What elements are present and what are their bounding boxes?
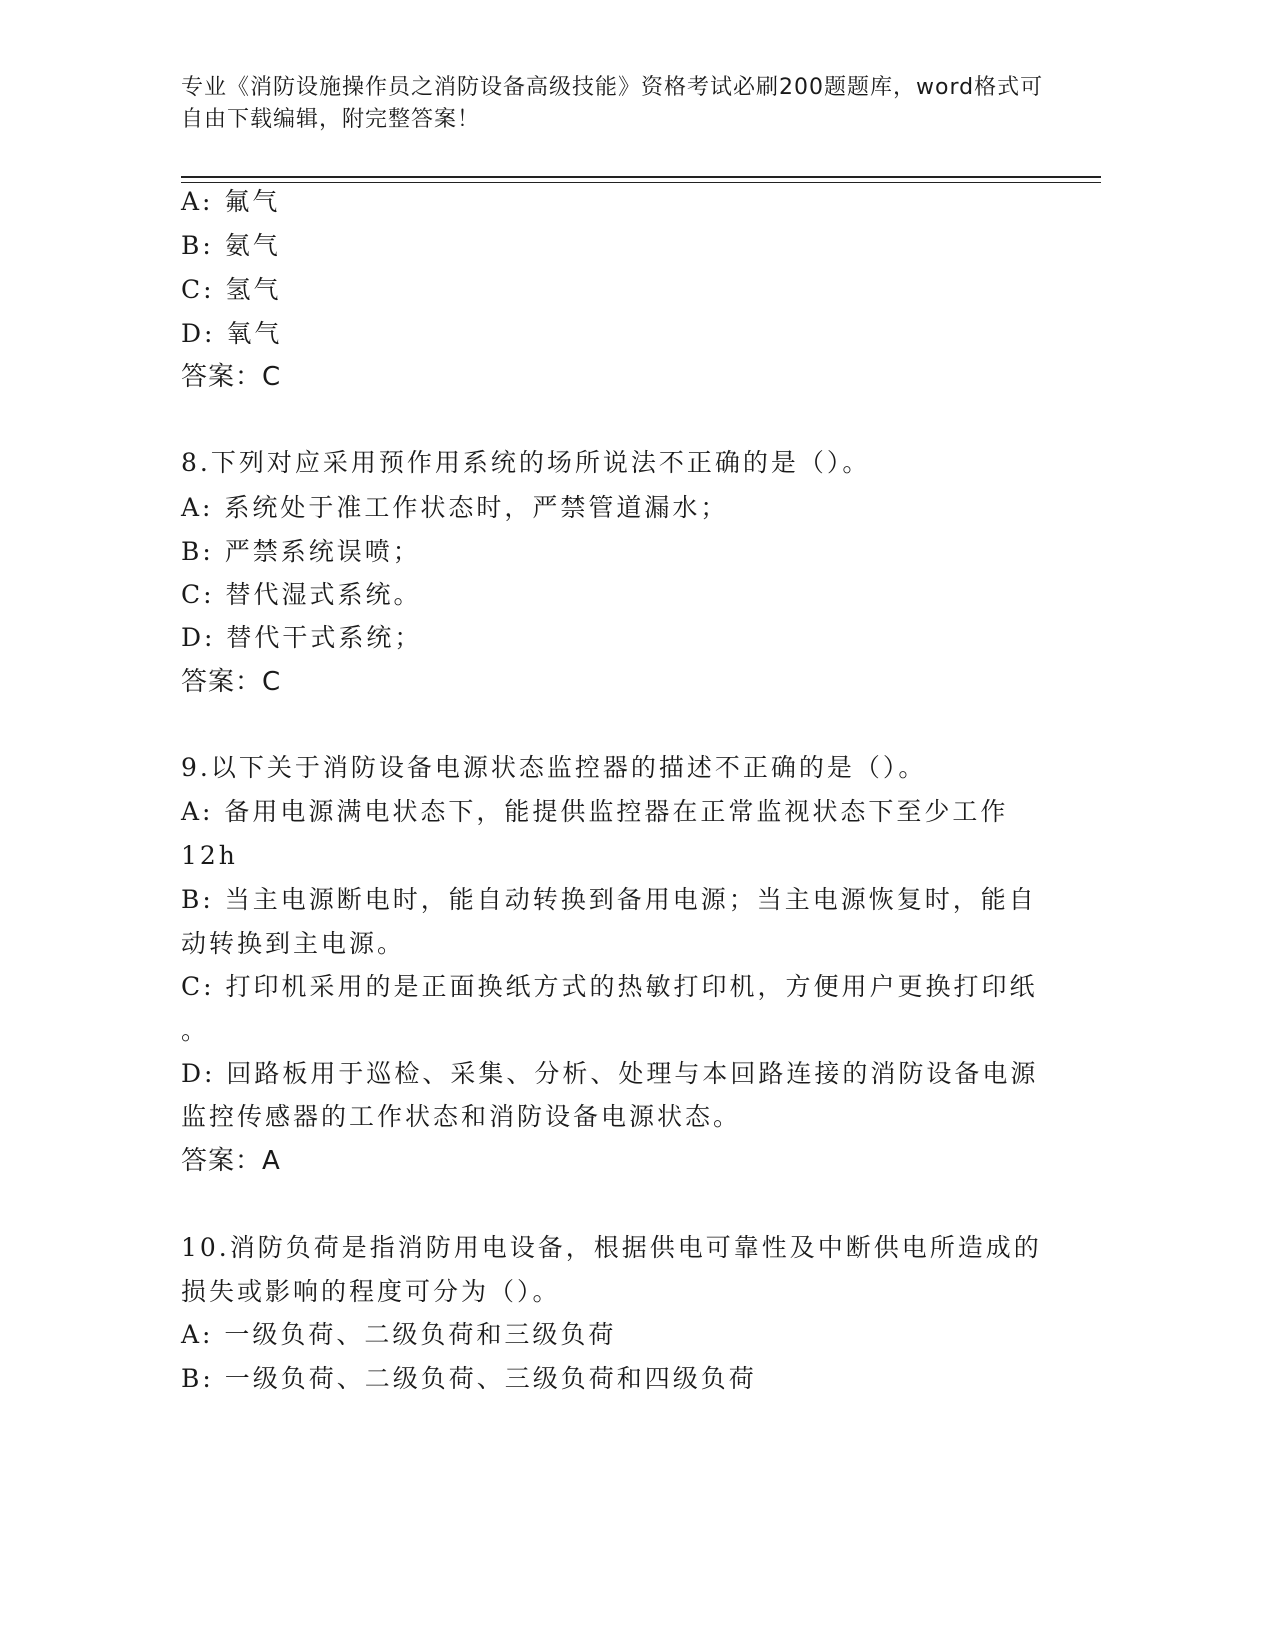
q7-option-c: C: 氢气	[181, 275, 282, 304]
header-divider	[181, 176, 1101, 178]
q8-answer: 答案：C	[181, 667, 282, 697]
q8-option-d: D: 替代干式系统；	[181, 623, 423, 652]
q7-option-b: B: 氨气	[181, 231, 281, 260]
q9-option-a: A: 备用电源满电状态下，能提供监控器在正常监视状态下至少工作	[181, 797, 1009, 826]
q10-question: 10.消防负荷是指消防用电设备，根据供电可靠性及中断供电所造成的	[181, 1233, 1042, 1262]
q10-question-cont: 损失或影响的程度可分为（）。	[181, 1277, 561, 1306]
q9-option-b-cont: 动转换到主电源。	[181, 929, 406, 958]
q7-answer: 答案：C	[181, 362, 282, 392]
q8-option-b: B: 严禁系统误喷；	[181, 537, 421, 566]
document-header: 专业《消防设施操作员之消防设备高级技能》资格考试必刷200题题库，word格式可自由下载编辑，附完整答案！	[181, 75, 1044, 132]
q9-answer: 答案：A	[181, 1146, 281, 1176]
header-divider-thin	[181, 182, 1101, 183]
q9-option-c: C: 打印机采用的是正面换纸方式的热敏打印机，方便用户更换打印纸	[181, 972, 1038, 1001]
q9-question: 9.以下关于消防设备电源状态监控器的描述不正确的是（）。	[181, 753, 927, 782]
q8-question: 8.下列对应采用预作用系统的场所说法不正确的是（）。	[181, 448, 871, 477]
q9-option-a-cont: 12h	[181, 841, 238, 870]
q7-option-d: D: 氧气	[181, 319, 283, 348]
q9-option-d: D: 回路板用于巡检、采集、分析、处理与本回路连接的消防设备电源	[181, 1059, 1039, 1088]
q9-option-c-cont: 。	[181, 1016, 210, 1045]
q7-option-a: A: 氟气	[181, 187, 281, 216]
q9-option-d-cont: 监控传感器的工作状态和消防设备电源状态。	[181, 1102, 742, 1131]
q9-option-b: B: 当主电源断电时，能自动转换到备用电源；当主电源恢复时，能自	[181, 885, 1037, 914]
q8-option-a: A: 系统处于准工作状态时，严禁管道漏水；	[181, 493, 729, 522]
q8-option-c: C: 替代湿式系统。	[181, 580, 422, 609]
q10-option-a: A: 一级负荷、二级负荷和三级负荷	[181, 1320, 617, 1349]
q10-option-b: B: 一级负荷、二级负荷、三级负荷和四级负荷	[181, 1364, 757, 1393]
